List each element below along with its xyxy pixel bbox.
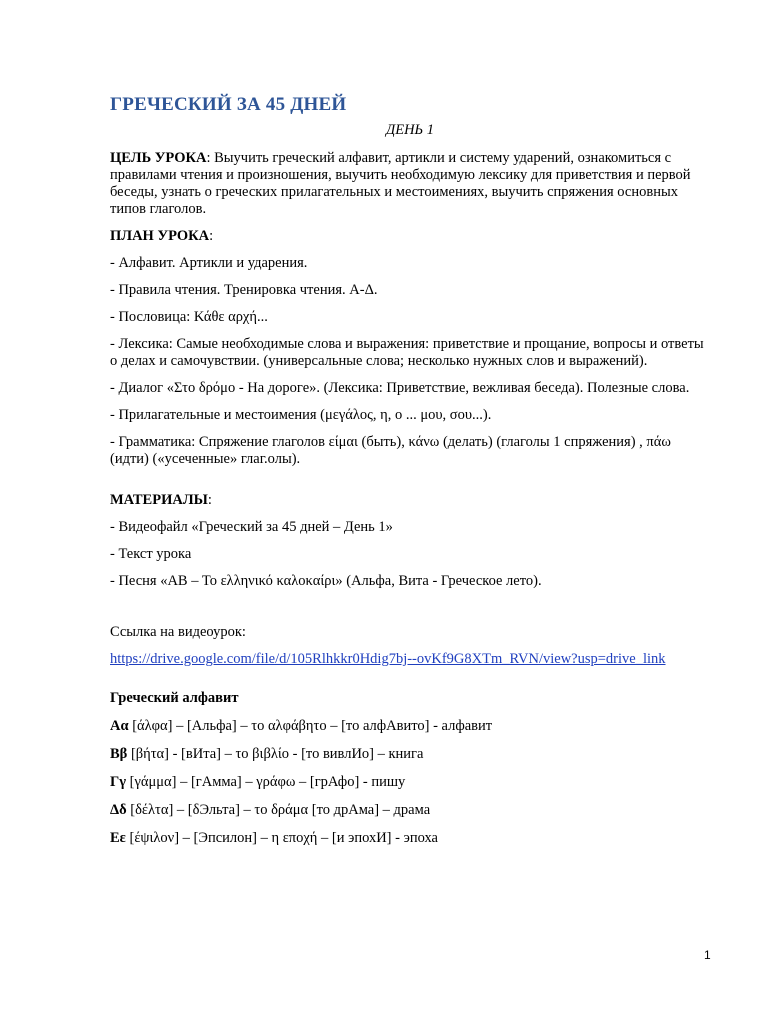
plan-item: - Диалог «Στο δρόμο - На дороге». (Лексика: Приветствие, вежливая беседа). Полезные слова.	[110, 380, 690, 396]
lesson-goal	[110, 150, 710, 218]
plan-heading-text: ПЛАН УРОКА	[110, 228, 210, 244]
plan-item: - Алфавит. Артикли и ударения.	[110, 255, 308, 271]
materials-heading-text: МАТЕРИАЛЫ	[110, 492, 208, 508]
materials-item: - Текст урока	[110, 546, 192, 562]
alphabet-row	[110, 830, 710, 847]
plan-item: - Грамматика: Спряжение глаголов είμαι (быть), κάνω (делать) (глаголы 1 спряжения) , πάω (идти) («усеченные» глаг.олы).	[110, 434, 671, 467]
alphabet-row	[110, 718, 710, 735]
plan-item: - Пословица: Κάθε αρχή...	[110, 309, 268, 325]
video-link-line	[110, 651, 710, 668]
alphabet-text: [δέλτα] – [δЭльта] – το δράμα [то дрАма] – драма	[126, 802, 431, 818]
materials-item: - Песня «ΑΒ – Το ελληνικό καλοκαίρι» (Альфа, Вита - Греческое лето).	[110, 573, 542, 589]
alphabet-letter: Ββ	[110, 746, 128, 762]
alphabet-text: [βήτα] - [вИта] – το βιβλίο - [то вивлИо] – книга	[127, 746, 424, 762]
alphabet-letter: Εε	[110, 830, 126, 846]
alphabet-letter: Γγ	[110, 774, 127, 790]
alphabet-row	[110, 802, 710, 819]
alphabet-row	[110, 774, 710, 791]
alphabet-text: [έψιλον] – [Эпсилон] – η εποχή – [и эпохИ] - эпоха	[125, 830, 438, 846]
video-label: Ссылка на видеоурок:	[110, 624, 246, 640]
materials-heading	[110, 492, 710, 509]
alphabet-text: [γάμμα] – [гАмма] – γράφω – [грАфо] - пишу	[126, 774, 406, 790]
alphabet-heading: Греческий алфавит	[110, 690, 239, 706]
plan-item: - Лексика: Самые необходимые слова и выражения: приветствие и прощание, вопросы и ответы о делах и самочувствии. (универсальные слова; несколько нужных слов и выражений).	[110, 336, 704, 369]
plan-item: - Прилагательные и местоимения (μεγάλος, η, ο ... μου, σου...).	[110, 407, 492, 423]
plan-heading-colon: :	[209, 228, 214, 244]
alphabet-row	[110, 746, 710, 763]
materials-heading-colon: :	[207, 492, 212, 508]
goal-text: : Выучить греческий алфавит, артикли и систему ударений, ознакомиться с правилами чтения и произношения, выучить необходимую лексику для приветствия и первой беседы, узнать о греческих прилагательных и местоимениях, выучить спряжения основных типов глаголов.	[110, 150, 691, 217]
video-link[interactable]: https://drive.google.com/file/d/105Rlhkkr0Hdig7bj--ovKf9G8XTm_RVN/view?usp=drive_link	[110, 651, 666, 667]
alphabet-letter: Αα	[110, 718, 129, 734]
alphabet-letter: Δδ	[110, 802, 127, 818]
materials-item: - Видеофайл «Греческий за 45 дней – День 1»	[110, 519, 393, 535]
alphabet-section	[110, 690, 710, 847]
document-body	[110, 150, 710, 858]
day-subtitle: ДЕНЬ 1	[386, 122, 434, 138]
plan-item: - Правила чтения. Тренировка чтения. Α-Δ.	[110, 282, 378, 298]
page-number: 1	[704, 948, 711, 962]
alphabet-text: [άλφα] – [Альфа] – το αλφάβητο – [то алфАвито] - алфавит	[128, 718, 493, 734]
document-title: ГРЕЧЕСКИЙ ЗА 45 ДНЕЙ	[110, 94, 347, 115]
plan-heading	[110, 228, 710, 245]
goal-label: ЦЕЛЬ УРОКА	[110, 150, 207, 166]
